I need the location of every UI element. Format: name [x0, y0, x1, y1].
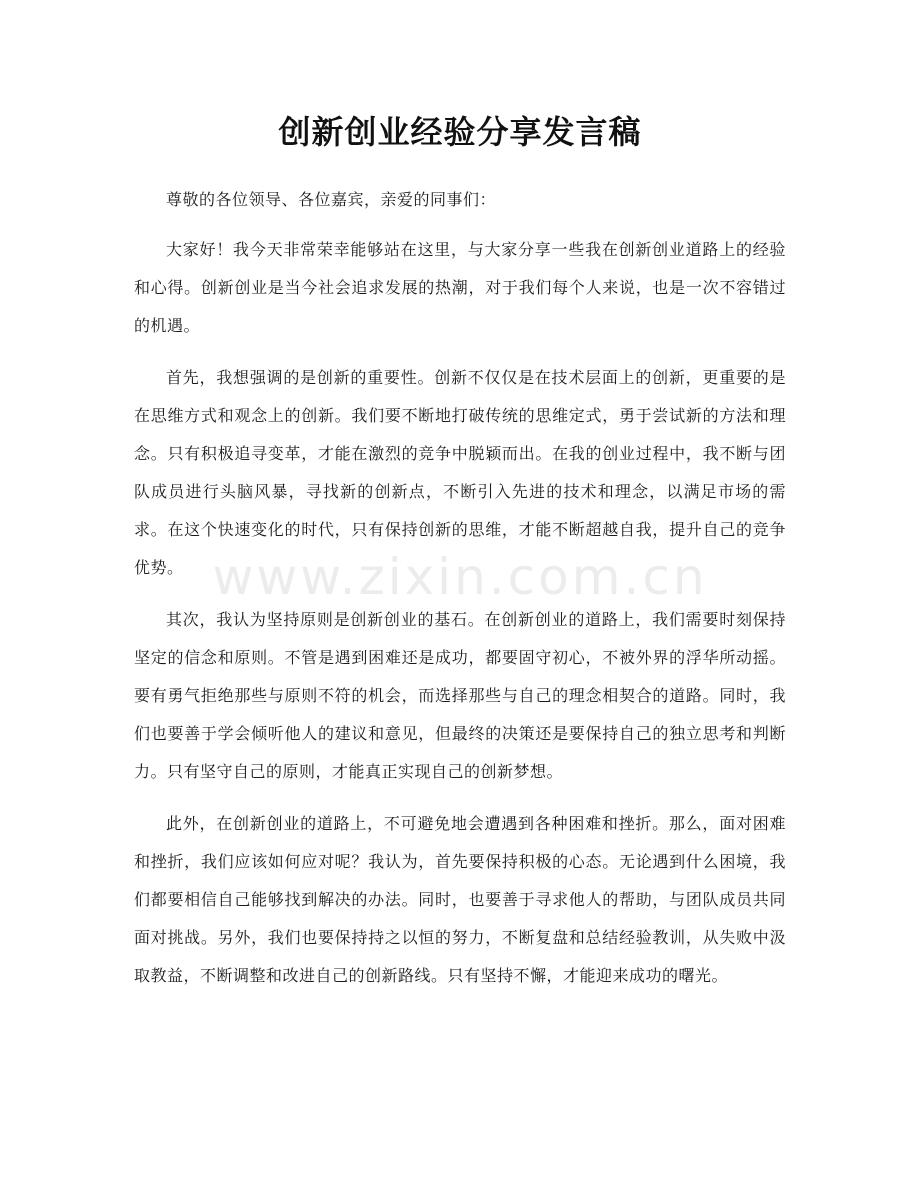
body-paragraph-3: 其次，我认为坚持原则是创新创业的基石。在创新创业的道路上，我们需要时刻保持坚定的信念和原则。不管是遇到困难还是成功，都要固守初心，不被外界的浮华所动摇。要有勇气拒绝那些与原则不符的机会，而选择那些与自己的理念相契合的道路。同时，我们也要善于学会倾听他人的建议和意见，但最终的决策还是要保持自己的独立思考和判断力。只有坚守自己的原则，才能真正实现自己的创新梦想。 [134, 610, 786, 781]
body-paragraph-4: 此外，在创新创业的道路上，不可避免地会遭遇到各种困难和挫折。那么，面对困难和挫折，我们应该如何应对呢？我认为，首先要保持积极的心态。无论遇到什么困境，我们都要相信自己能够找到解决的办法。同时，也要善于寻求他人的帮助，与团队成员共同面对挑战。另外，我们也要保持持之以恒的努力，不断复盘和总结经验教训，从失败中汲取教益，不断调整和改进自己的创新路线。只有坚持不懈，才能迎来成功的曙光。 [134, 814, 786, 985]
watermark: www.zixin.com.cn [212, 548, 708, 606]
body-paragraph-1: 大家好！我今天非常荣幸能够站在这里，与大家分享一些我在创新创业道路上的经验和心得。创新创业是当今社会追求发展的热潮，对于我们每个人来说，也是一次不容错过的机遇。 [134, 240, 786, 335]
document-title: 创新创业经验分享发言稿 [278, 113, 642, 151]
document-body [134, 181, 786, 1009]
greeting-paragraph: 尊敬的各位领导、各位嘉宾，亲爱的同事们： [166, 190, 497, 209]
body-paragraph-2: 首先，我想强调的是创新的重要性。创新不仅仅是在技术层面上的创新，更重要的是在思维方式和观念上的创新。我们要不断地打破传统的思维定式，勇于尝试新的方法和理念。只有积极追寻变革，才能在激烈的竞争中脱颖而出。在我的创业过程中，我不断与团队成员进行头脑风暴，寻找新的创新点，不断引入先进的技术和理念，以满足市场的需求。在这个快速变化的时代，只有保持创新的思维，才能不断超越自我，提升自己的竞争优势。 [134, 368, 786, 577]
